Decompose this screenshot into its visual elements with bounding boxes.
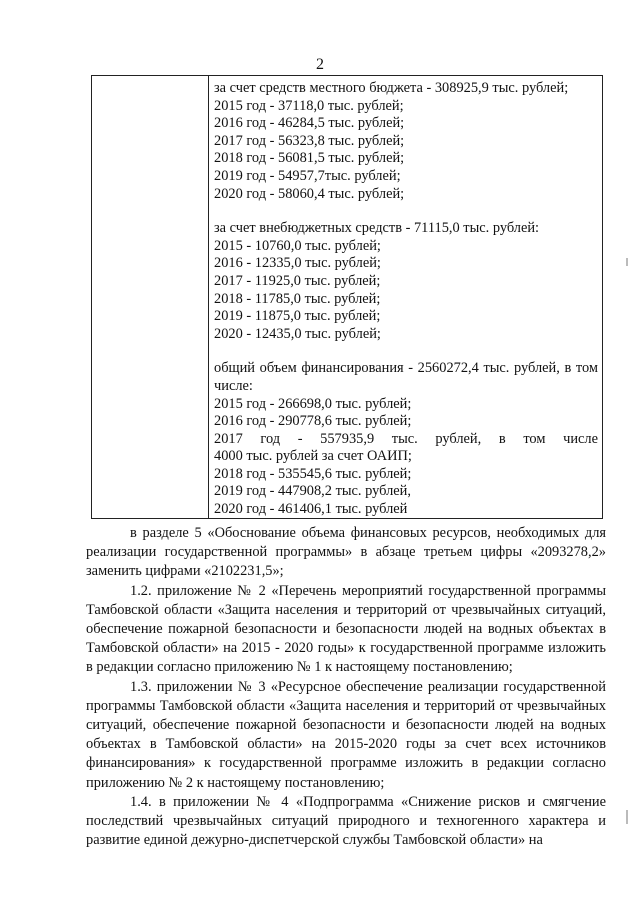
scan-mark xyxy=(626,810,628,824)
local-budget-year: 2016 год - 46284,5 тыс. рублей; xyxy=(214,115,405,132)
extra-budget-year: 2015 - 10760,0 тыс. рублей; xyxy=(214,237,381,254)
table-right-column xyxy=(209,76,602,518)
local-budget-year: 2019 год - 54957,7тыс. рублей; xyxy=(214,167,401,184)
local-budget-year: 2015 год - 37118,0 тыс. рублей; xyxy=(214,97,404,114)
local-budget-year: 2020 год - 58060,4 тыс. рублей; xyxy=(214,185,405,202)
total-year-note: 4000 тыс. рублей за счет ОАИП; xyxy=(214,448,412,465)
extra-budget-header: за счет внебюджетных средств - 71115,0 тыс. рублей: xyxy=(214,220,540,237)
local-budget-year: 2017 год - 56323,8 тыс. рублей; xyxy=(214,132,405,149)
total-year: 2020 год - 461406,1 тыс. рублей xyxy=(214,501,408,518)
local-budget-year: 2018 год - 56081,5 тыс. рублей; xyxy=(214,150,405,167)
table-left-column xyxy=(92,76,209,518)
extra-budget-year: 2018 - 11785,0 тыс. рублей; xyxy=(214,290,381,307)
page-number: 2 xyxy=(316,56,324,73)
extra-budget-year: 2016 - 12335,0 тыс. рублей; xyxy=(214,255,381,272)
paragraph-1-4: 1.4. в приложении № 4 «Подпрограмма «Снижение рисков и смягчение последствий чрезвычайных ситуаций природного и техногенного характера и развитие единой дежурно-диспетчерской службы Тамбовской области» на xyxy=(86,793,606,849)
paragraph-section5: в разделе 5 «Обоснование объема финансовых ресурсов, необходимых для реализации государственной программы» в абзаце третьем цифры «2093278,2» заменить цифрами «2102231,5»; xyxy=(86,525,606,580)
scan-mark xyxy=(626,258,628,266)
total-financing-header: общий объем финансирования - 2560272,4 тыс. рублей, в том числе: xyxy=(214,360,598,394)
paragraph-1-3: 1.3. приложении № 3 «Ресурсное обеспечение реализации государственной программы Тамбовской области «Защита населения и территорий от чрезвычайных ситуаций, обеспечение пожарной безопасности и безопасности людей на водных объектах в Тамбовской области» на 2015-2020 годы за счет всех источников финансирования» к государственной программе изложить в редакции согласно приложению № 2 к настоящему постановлению; xyxy=(86,678,606,791)
extra-budget-year: 2017 - 11925,0 тыс. рублей; xyxy=(214,272,381,289)
extra-budget-year: 2020 - 12435,0 тыс. рублей; xyxy=(214,325,381,342)
total-year: 2018 год - 535545,6 тыс. рублей; xyxy=(214,465,412,482)
extra-budget-year: 2019 - 11875,0 тыс. рублей; xyxy=(214,308,381,325)
total-year: 2015 год - 266698,0 тыс. рублей; xyxy=(214,395,412,412)
financing-table xyxy=(91,75,603,519)
body-text xyxy=(86,524,606,850)
total-year: 2017 год - 557935,9 тыс. рублей, в том числе xyxy=(214,430,598,447)
total-year: 2016 год - 290778,6 тыс. рублей; xyxy=(214,413,412,430)
local-budget-header: за счет средств местного бюджета - 308925,9 тыс. рублей; xyxy=(214,80,569,96)
total-year: 2019 год - 447908,2 тыс. рублей, xyxy=(214,483,411,500)
paragraph-1-2: 1.2. приложение № 2 «Перечень мероприятий государственной программы Тамбовской области «Защита населения и территорий от чрезвычайных ситуаций, обеспечение пожарной безопасности и безопасности людей на водных объектах в Тамбовской области» на 2015 - 2020 годы» к государственной программе изложить в редакции согласно приложению № 1 к настоящему постановлению; xyxy=(86,582,606,676)
